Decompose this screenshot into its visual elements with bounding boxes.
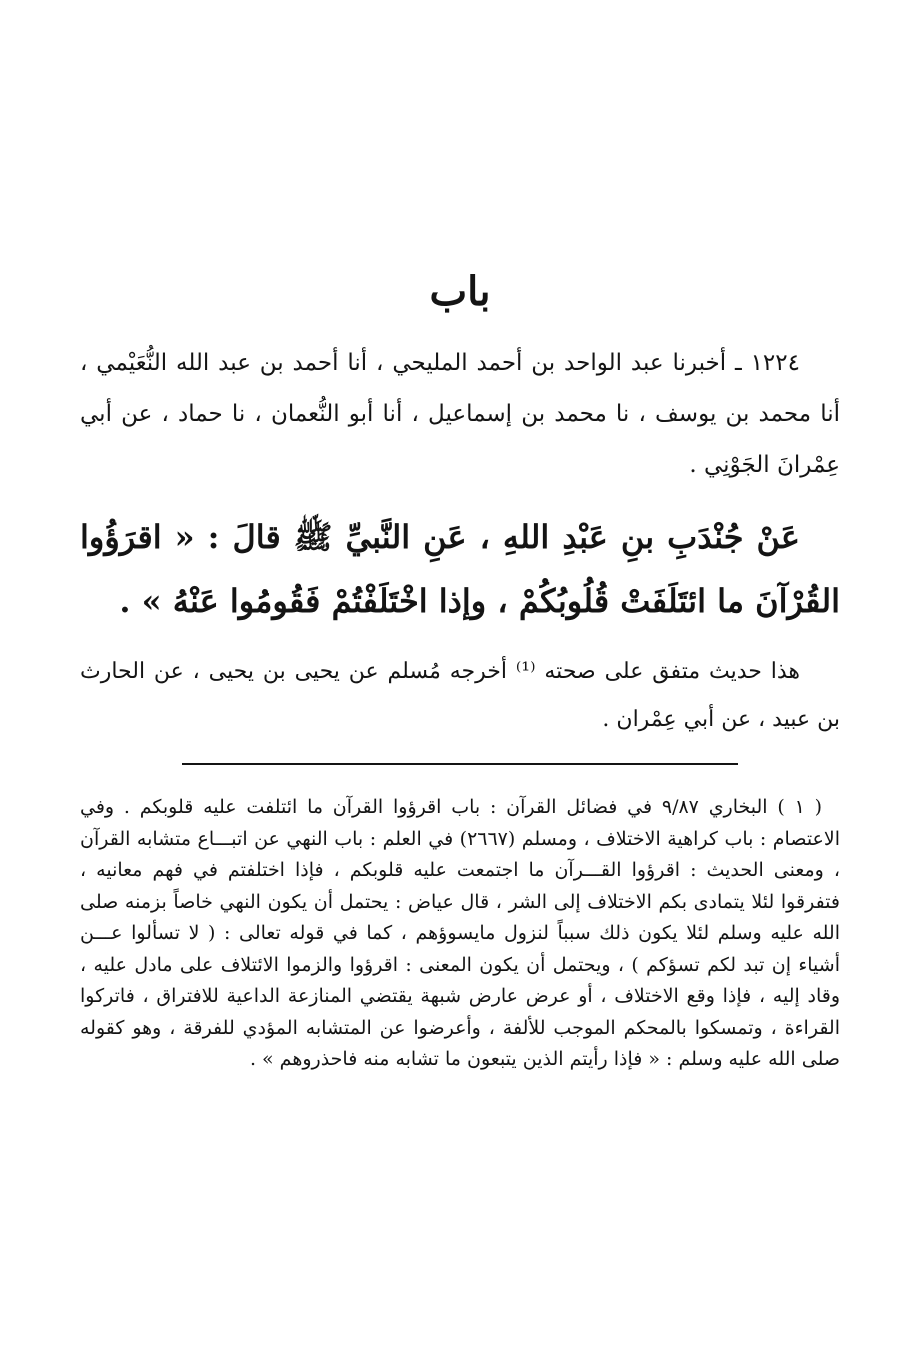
footnotes-section xyxy=(80,792,840,1076)
isnad-paragraph xyxy=(80,338,840,491)
commentary-block xyxy=(80,648,840,744)
hadith-text: عَنْ جُنْدَبِ بنِ عَبْدِ اللهِ ، عَنِ النَّبيِّ ﷺ قالَ : « اقرَؤُوا القُرْآنَ ما ائتَلَفَتْ قُلُوبُكُمْ ، وإذا اخْتَلَفْتُمْ فَقُومُوا عَنْهُ » . xyxy=(80,518,840,620)
chapter-heading: باب xyxy=(429,268,491,315)
footnote-marker: ( ١ ) xyxy=(777,796,823,818)
hadith-number: ١٢٢٤ xyxy=(750,350,800,376)
isnad-text: ـ أخبرنا عبد الواحد بن أحمد المليحي ، أنا أحمد بن عبد الله النُّعَيْمي ، أنا محمد بن يوسف ، نا محمد بن إسماعيل ، أنا أبو النُّعمان ، نا حماد ، عن أبي عِمْرانَ الجَوْنِي . xyxy=(80,350,840,478)
footnote-separator xyxy=(182,763,738,765)
footnote-text: البخاري ٩/٨٧ في فضائل القرآن : باب اقرؤوا القرآن ما ائتلفت عليه قلوبكم . وفي الاعتصام : باب كراهية الاختلاف ، ومسلم (٢٦٦٧) في العلم : باب النهي عن اتبـــاع متشابه القرآن ، ومعنى الحديث : اقرؤوا القـــرآن ما اجتمعت عليه قلوبكم ، فإذا اختلفتم في فهم معانيه ، فتفرقوا لئلا يتمادى بكم الاختلاف إلى الشر ، قال عياض : يحتمل أن يكون النهي خاصاً بزمنه صلى الله عليه وسلم لئلا يكون ذلك سبباً لنزول مايسوؤهم ، كما في قوله تعالى : ( لا تسألوا عـــن أشياء إن تبد لكم تسؤكم ) ، ويحتمل أن يكون المعنى : اقرؤوا والزموا الائتلاف على مادل عليه ، وقاد إليه ، فإذا وقع الاختلاف ، أو عرض عارض شبهة يقتضي المنازعة الداعية للافتراق ، فاتركوا القراءة ، وتمسكوا بالمحكم الموجب للألفة ، وأعرضوا عن المتشابه المؤدي للفرقة ، وهو كقوله صلى الله عليه وسلم : « فإذا رأيتم الذين يتبعون ما تشابه منه فاحذروهم » . xyxy=(80,796,841,1070)
footnote-1 xyxy=(80,792,840,1076)
hadith-text-block xyxy=(80,505,840,633)
commentary-text: هذا حديث متفق على صحته ⁽¹⁾ أخرجه مُسلم عن يحيى بن يحيى ، عن الحارث بن عبيد ، عن أبي عِمْران . xyxy=(80,659,840,732)
